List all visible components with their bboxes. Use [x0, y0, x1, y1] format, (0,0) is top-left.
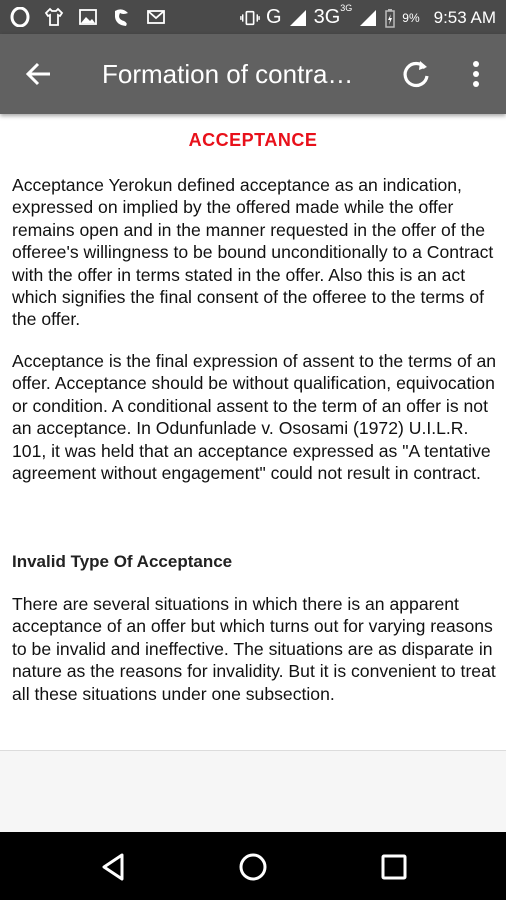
vibrate-icon — [240, 8, 260, 28]
app-icon — [112, 7, 132, 27]
paragraph-definition: Acceptance Yerokun defined acceptance as an indication, expressed on implied by the offered made while the offer remains open and in the manner requested in the offer of the offeree's willingness to be bound unconditionally to a Contract with the offer in terms stated in the offer. Also this is an act which signifies the final consent of the offeree to the terms of the offer. — [12, 175, 494, 330]
gmail-icon — [146, 7, 166, 27]
network-g-label: G — [266, 6, 282, 28]
status-icons-left — [10, 7, 166, 27]
image-icon — [78, 7, 98, 27]
paragraph-assent: Acceptance is the final expression of assent to the terms of an offer. Acceptance should be without qualification, equivocation or condition. A conditional assent to the term of an offer is not an acceptance. In Odunfunlade v. Ososami (1972) U.I.L.R. 101, it was held that an acceptance expressed as "A tentative agreement without engagement" could not result in contract. — [12, 351, 497, 484]
back-triangle-icon[interactable] — [96, 849, 132, 885]
battery-percent: 9% — [402, 10, 420, 25]
home-circle-icon[interactable] — [235, 849, 271, 885]
network-3g-superscript: 3G — [340, 3, 353, 14]
refresh-icon[interactable] — [398, 56, 434, 92]
signal-3g-icon — [358, 8, 378, 28]
shirt-icon — [44, 7, 64, 27]
back-arrow-icon[interactable] — [20, 56, 60, 92]
opera-icon — [10, 7, 30, 27]
subheading-invalid-acceptance: Invalid Type Of Acceptance — [12, 552, 233, 571]
clock: 9:53 AM — [433, 7, 496, 27]
network-3g-text: 3G — [313, 6, 341, 28]
clipped-next-heading — [28, 742, 358, 750]
network-3g-label — [313, 3, 353, 29]
paragraph-invalid: There are several situations in which there is an apparent acceptance of an offer but which turns out for varying reasons to be invalid and ineffective. The situations are as disparate in nature as the reasons for invalidity. But it is convenient to treat all these situations under one subsection. — [12, 594, 496, 704]
bottom-blank-area — [0, 750, 506, 833]
section-heading: ACCEPTANCE — [188, 130, 318, 150]
signal-icon — [288, 8, 308, 28]
page-title: Formation of contra… — [102, 59, 354, 89]
article-content[interactable] — [0, 114, 506, 750]
overflow-menu-icon[interactable] — [462, 56, 490, 92]
status-icons-right — [240, 3, 496, 29]
app-bar — [0, 34, 506, 114]
status-bar — [0, 0, 506, 34]
navigation-bar — [0, 832, 506, 900]
recents-square-icon[interactable] — [376, 849, 412, 885]
battery-icon — [384, 8, 396, 28]
